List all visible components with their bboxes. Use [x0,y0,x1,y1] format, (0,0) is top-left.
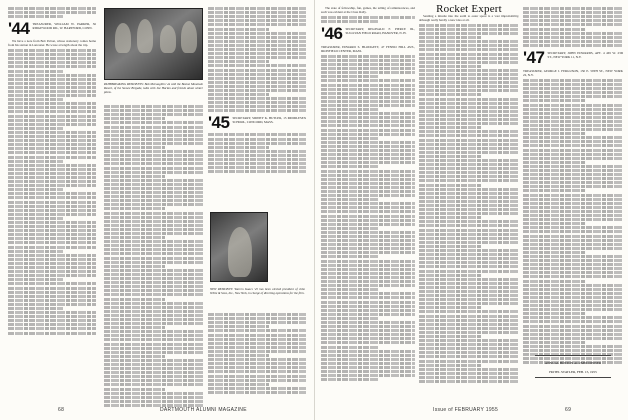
portrait-photo-caption: NEW RESIDENT: Warren Isaacs '45 has been elected president of John White & Sons, Inc., New York, in charge of directing operations for the firm. [210,287,305,295]
class-year: '47 [523,47,545,67]
class-secretary: SECRETARY, JOHN EDWARDS, APT. 4 465 W. 23D ST., NEW YORK 11, N.Y. [547,50,623,59]
right-column-2 [419,3,519,384]
left-column-1 [8,6,96,336]
page-number: 69 [565,407,572,413]
dinner-detail: HOTEL STATLER, FEB. 15, 1955 [549,369,597,374]
divider [535,355,611,356]
left-column-3-continued [208,312,306,395]
class-secretary: SECRETARY, SIDNEY K. BUTLER, 15 MIDDLESEX SCHOOL, CONCORD, MASS. [232,116,306,125]
class-heading-47 [523,47,623,67]
divider [535,377,611,378]
boston-dinner-notice [525,352,621,381]
article-paragraph: We have a note from Bob Pelton, whose stationery comes home from his station in Lancaster. He wrote at length about the trip. [8,39,96,48]
issue-date: Issue of FEBRUARY 1955 [433,407,499,413]
page-number: 68 [58,407,65,413]
class-secretary: TREASURER, WILLIAM W. PARKER, 36 RIDGEWOOD RD., W. HARTFORD, CONN. [32,22,96,31]
portrait-photo [210,212,268,282]
dinner-title: ANNUAL BOSTON ALUMNI DINNER [544,360,602,365]
class-heading-46 [321,23,415,43]
left-column-2 [104,104,203,408]
magazine-title: DARTMOUTH ALUMNI MAGAZINE [160,407,247,413]
class-year: '45 [208,113,230,133]
class-treasurer: TREASURER, EDWARD S. BLODGETT, 47 FENNO HILL AVE., IRONFIELD CENTER, MASS. [321,44,415,53]
right-column-1 [321,6,415,382]
article-title: Rocket Expert [436,3,502,15]
class-year: '44 [8,19,30,39]
residents-photo [104,8,203,80]
class-heading-44 [8,21,96,37]
right-page [314,0,628,420]
right-column-3 [523,6,623,366]
class-year: '46 [321,23,343,43]
residents-photo-caption: PATHBREAKING RESIDENTS: Bob McLaughlin '44 with the Boston Mountain Resort, of the Sussex Brigade, talks with Joe Harlan and friends about winter plans. [104,82,203,94]
class-treasurer: TREASURER, GEORGE J. FERGUSON, 150 E. 59TH ST., NEW YORK 22, N.Y. [523,68,623,77]
class-heading-45 [208,115,306,131]
left-column-3 [208,6,306,174]
class-secretary: SECRETARY, REGINALD F. PIERCE JR., SULLIVAN FIELD ROAD, HANOVER, N. H. [345,26,415,35]
article-paragraph: The state of fellowship, fun, games, the telling of reminiscences, and such was evident at the Class Rally. [321,6,415,15]
article-paragraph: Sending a missile into the earth to outer space is a vast improbability, although really hardly a new idea at all. [419,14,519,23]
